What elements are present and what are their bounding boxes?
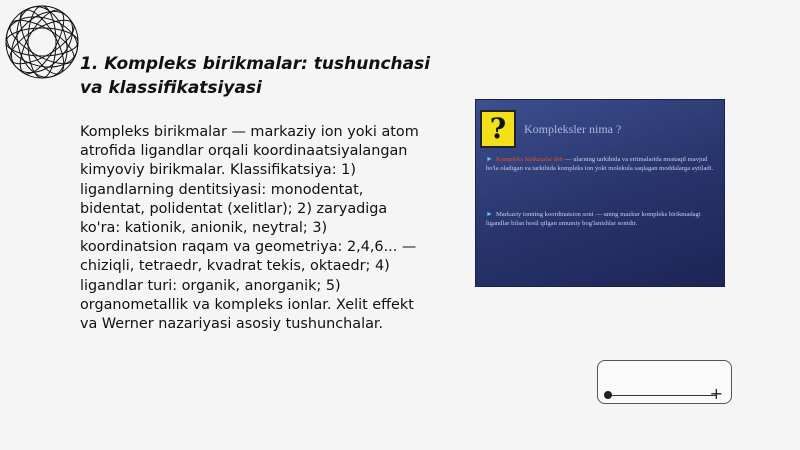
slide-title: 1. Kompleks birikmalar: tushunchasi va klassifikatsiyasi (80, 54, 431, 98)
image-bullet (486, 210, 718, 228)
slider-handle[interactable] (604, 391, 612, 399)
image-bullet-text: Markaziy ionning koordinatsion soni — uning mazkur kompleks birikmadagi ligandlar bilan hosil qilgan umumiy bog'lanishlar sonidir. (486, 211, 701, 227)
slide-image (475, 99, 725, 287)
slider-control[interactable] (597, 360, 732, 404)
image-bullet-highlight: Kompleks birikmalar deb (495, 156, 564, 163)
question-mark-icon: ? (480, 110, 516, 148)
image-bullet-text: — ularning tarkibida va eritmalarida mustaqil mavjud bo'la oladigan va tarkibida kompleks ion yoki molekula saqlagan moddalarga aytiladi. (486, 156, 714, 172)
image-bullet (486, 155, 718, 173)
bullet-arrow-icon: ► (486, 155, 493, 163)
bullet-arrow-icon: ► (486, 210, 493, 218)
circle-ornament-icon (4, 4, 80, 80)
slide-body-text: Kompleks birikmalar — markaziy ion yoki atom atrofida ligandlar orqali koordinaatsiyalangan kimyoviy birikmalar. Klassifikatsiya: 1) ligandlarning dentitsiyasi: monodentat, bidentat, polidentat (xelitlar); 2) zaryadiga ko'ra: kationik, anionik, neytral; 3) koordinatsion raqam va geometriya: 2,4,6... — chiziqli, tetraedr, kvadrat tekis, oktaedr; 4) ligandlar turi: organik, anorganik; 5) organometallik va kompleks ionlar. Xelit effekt va Werner nazariyasi asosiy tushunchalar. (80, 124, 419, 333)
slider-track[interactable] (608, 395, 717, 396)
plus-icon[interactable]: + (709, 384, 723, 403)
image-title: Kompleksler nima ? (524, 122, 622, 136)
